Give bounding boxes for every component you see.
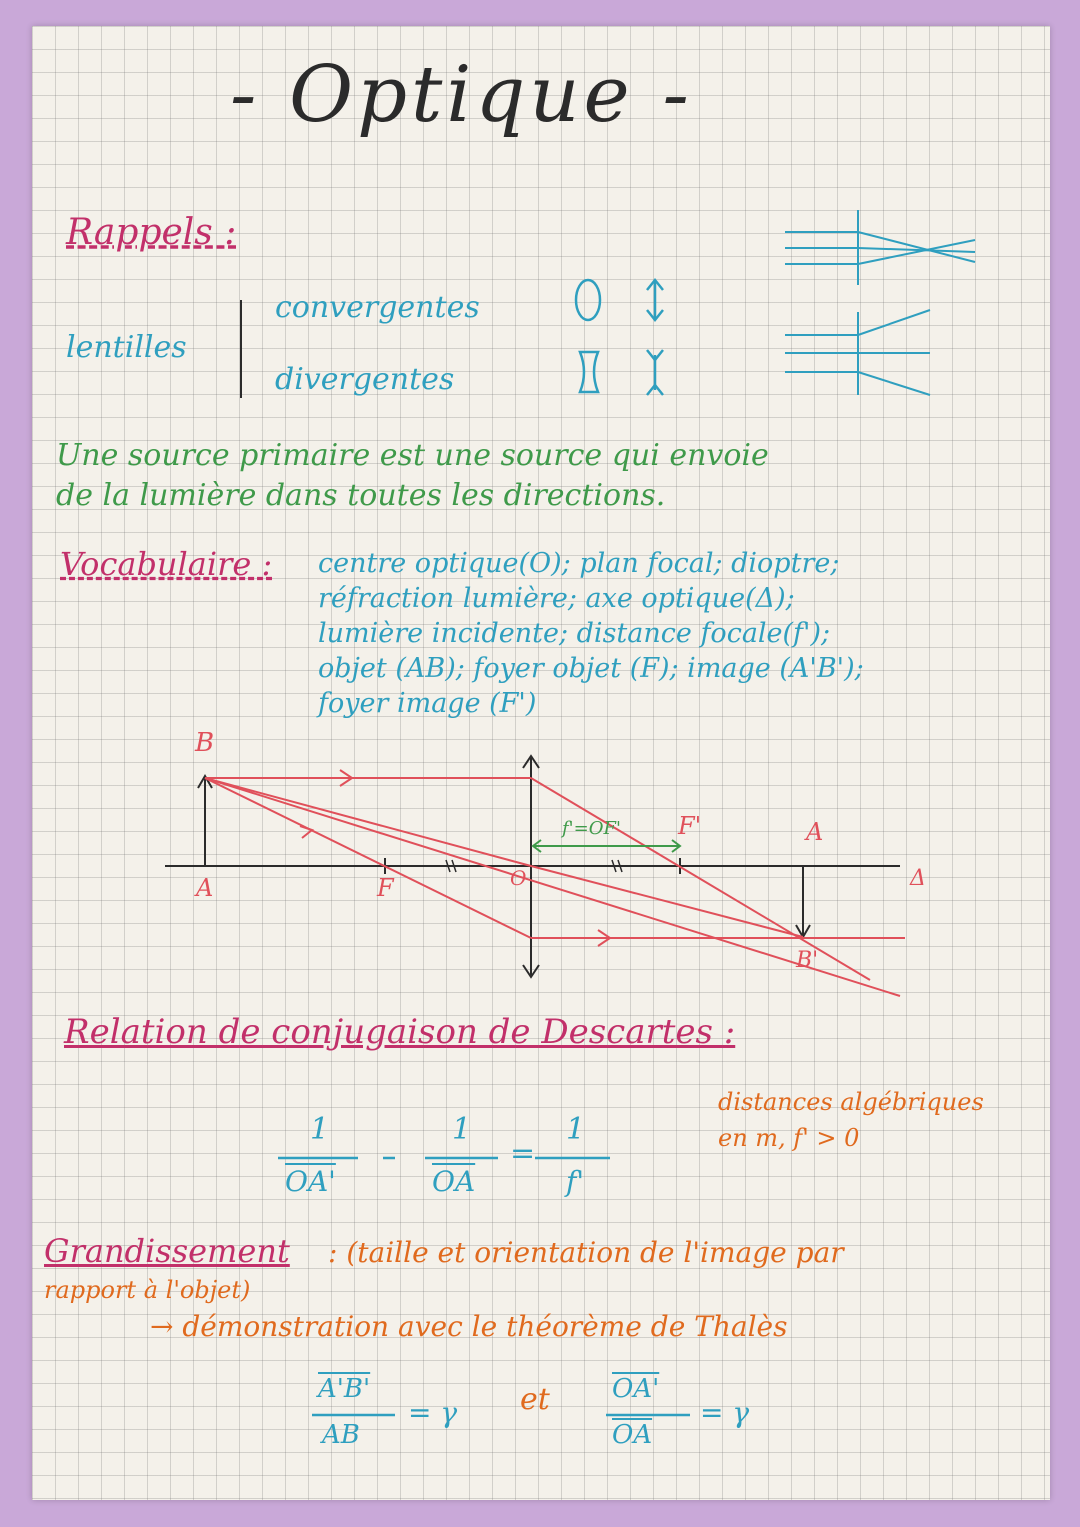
convergent-lens-symbol-icon: [647, 280, 663, 320]
descartes-equals: =: [510, 1136, 536, 1171]
grandissement-heading: Grandissement: [44, 1232, 290, 1270]
grandissement-eq-gamma2: = γ: [700, 1396, 750, 1429]
label-B-prime: B': [796, 948, 819, 973]
source-primaire-line2: de la lumière dans toutes les directions.: [56, 478, 666, 513]
lentilles-label: lentilles: [66, 330, 187, 365]
page-title: - Optique -: [230, 50, 693, 140]
source-primaire-line1: Une source primaire est une source qui envoie: [56, 438, 769, 473]
descartes-den2: $\overline{OA}$: [432, 1165, 476, 1198]
divergent-lens-symbol-icon: [647, 350, 663, 395]
descartes-den3: f': [566, 1165, 585, 1198]
vocab-line4: objet (AB); foyer objet (F); image (A'B');: [318, 653, 864, 684]
descartes-note2: en m, f' > 0: [718, 1124, 860, 1152]
label-focal: f'=OF': [562, 818, 621, 839]
grandissement-f2-den: $\overline{OA}$: [612, 1420, 653, 1450]
label-F: F: [377, 874, 394, 902]
label-F-prime: F': [678, 812, 702, 840]
grandissement-desc1: : (taille et orientation de l'image par: [328, 1236, 844, 1269]
convergent-lens-shape-icon: [576, 280, 600, 320]
grandissement-f1-num: A'B': [318, 1374, 371, 1404]
label-A: A: [196, 874, 214, 902]
divergent-rays-sketch-icon: [785, 310, 930, 395]
convergent-rays-sketch-icon: [785, 210, 975, 285]
rappels-heading: Rappels :: [66, 212, 237, 253]
convergentes-label: convergentes: [275, 290, 480, 325]
vocab-line2: réfraction lumière; axe optique(Δ);: [318, 583, 795, 614]
divergent-lens-shape-icon: [580, 352, 598, 392]
optical-diagram: [165, 756, 905, 996]
grandissement-f2-num: OA': [612, 1374, 660, 1404]
descartes-den1: OA': [285, 1165, 336, 1198]
divergentes-label: divergentes: [275, 362, 455, 397]
grandissement-eq-gamma: = γ: [408, 1396, 458, 1429]
descartes-num2: 1: [452, 1112, 472, 1147]
descartes-num1: 1: [310, 1112, 330, 1147]
label-delta: Δ: [910, 866, 926, 891]
label-O: O: [510, 866, 527, 890]
descartes-heading: Relation de conjugaison de Descartes :: [64, 1012, 736, 1052]
descartes-num3: 1: [566, 1112, 586, 1147]
label-A-prime: A: [806, 818, 824, 846]
vocab-line1: centre optique(O); plan focal; dioptre;: [318, 548, 840, 579]
vocab-line3: lumière incidente; distance focale(f');: [318, 618, 831, 649]
grandissement-et: et: [520, 1382, 550, 1417]
grandissement-desc2: rapport à l'objet): [44, 1276, 251, 1304]
grandissement-f1-den: AB: [322, 1420, 360, 1450]
vocab-line5: foyer image (F'): [318, 688, 537, 719]
label-B: B: [195, 728, 215, 758]
descartes-note1: distances algébriques: [718, 1088, 984, 1116]
grandissement-demo: → démonstration avec le théorème de Thalès: [150, 1310, 788, 1343]
focal-distance-indicator: [533, 840, 680, 852]
vocabulaire-heading: Vocabulaire :: [60, 545, 273, 583]
